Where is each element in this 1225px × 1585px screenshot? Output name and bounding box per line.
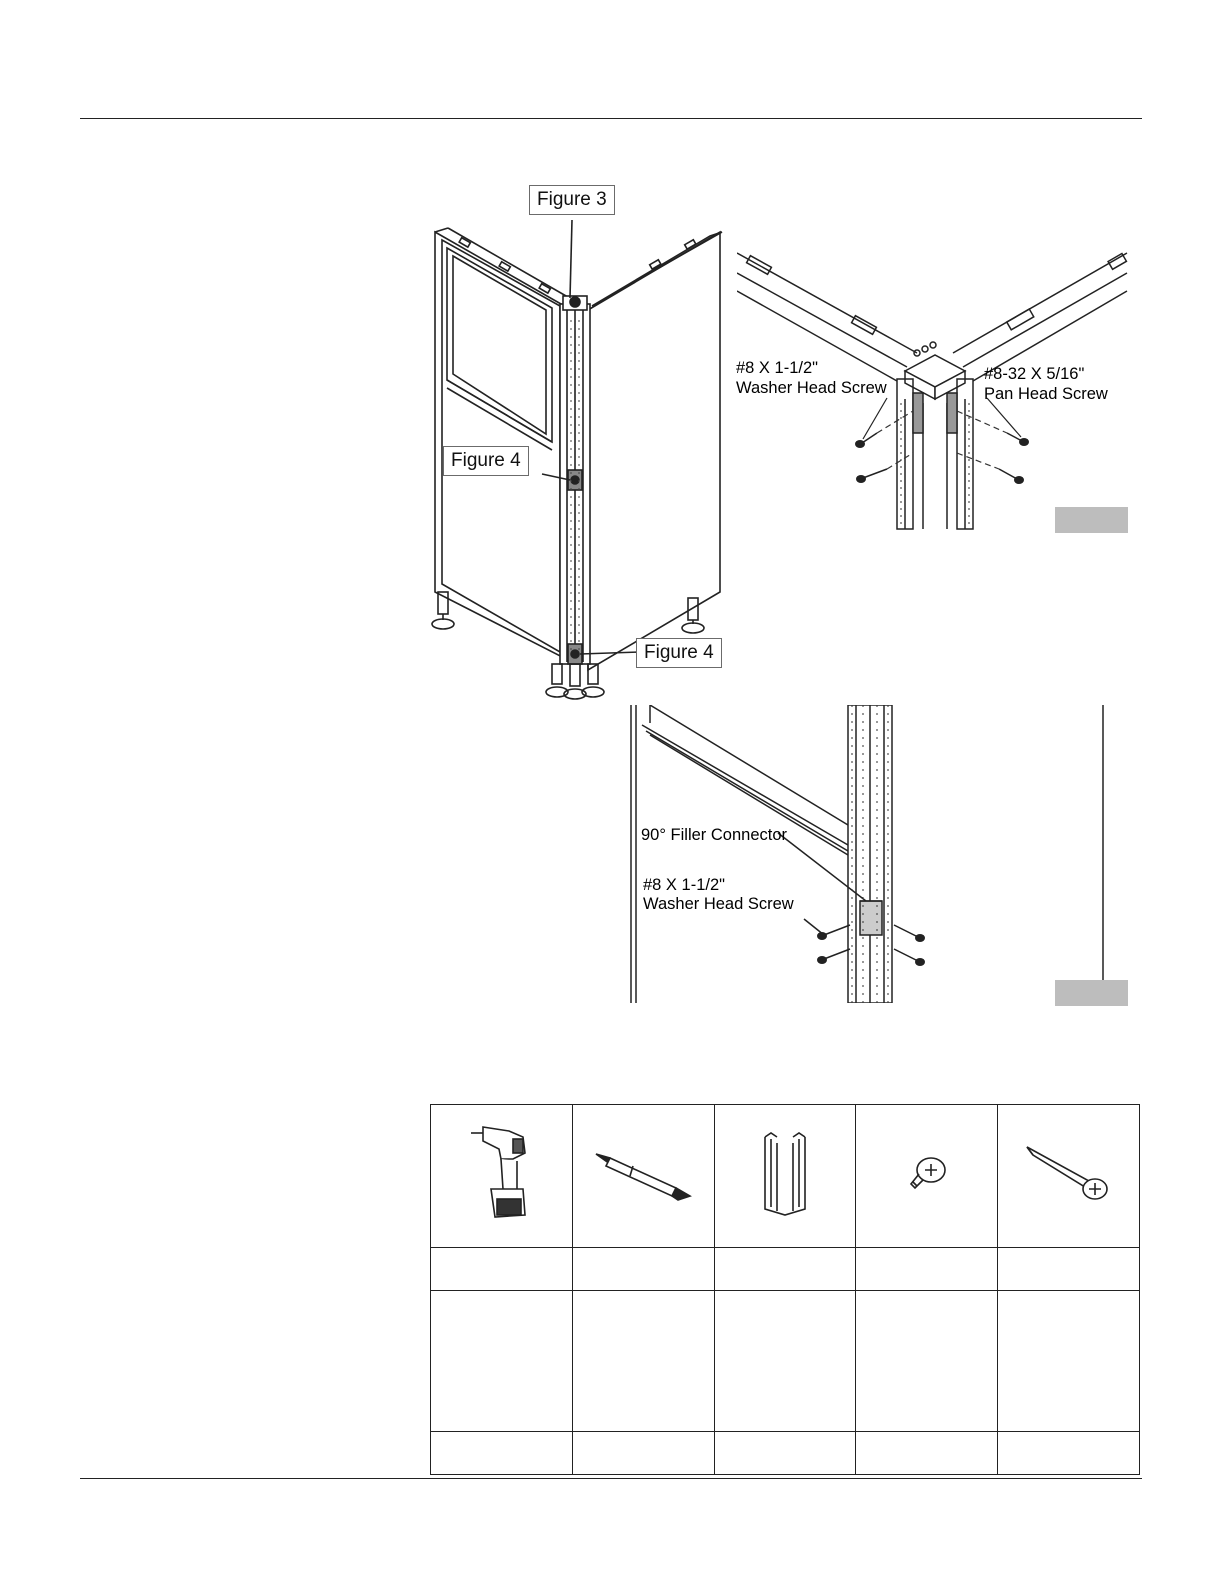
fig4-washer-screw-size: #8 X 1-1/2" [643,876,725,894]
parts-cell-pan-screw [856,1105,998,1248]
fig3-washer-screw-size: #8 X 1-1/2" [736,359,818,377]
figure-3-tab [1055,507,1128,533]
callout-figure-4-upper: Figure 4 [443,446,529,476]
header-rule [80,118,1142,119]
pan-head-screw-icon [897,1144,957,1204]
parts-row-4 [431,1432,1140,1475]
callout-figure-3: Figure 3 [529,185,615,215]
washer-head-screw-icon [1019,1139,1119,1209]
fig3-washer-screw-type: Washer Head Screw [736,379,887,397]
parts-table [430,1104,1140,1475]
parts-row-3 [431,1291,1140,1432]
fig4-washer-screw-type: Washer Head Screw [643,895,794,913]
drill-icon [461,1119,541,1229]
parts-cell-bit [572,1105,714,1248]
filler-connector-icon [755,1129,815,1219]
parts-cell-drill [431,1105,573,1248]
fig3-pan-screw-type: Pan Head Screw [984,385,1108,403]
parts-cell-washer-screw [998,1105,1140,1248]
parts-cell-connector [714,1105,856,1248]
parts-row-2 [431,1248,1140,1291]
fig4-connector-label: 90° Filler Connector [641,826,787,844]
footer-rule [80,1478,1142,1479]
driver-bit-icon [588,1144,698,1204]
callout-figure-4-lower: Figure 4 [636,638,722,668]
figure-4-tab [1055,980,1128,1006]
fig3-pan-screw-size: #8-32 X 5/16" [984,365,1085,383]
parts-icon-row [431,1105,1140,1248]
figure-4-filler-connector-detail [628,705,1108,1003]
